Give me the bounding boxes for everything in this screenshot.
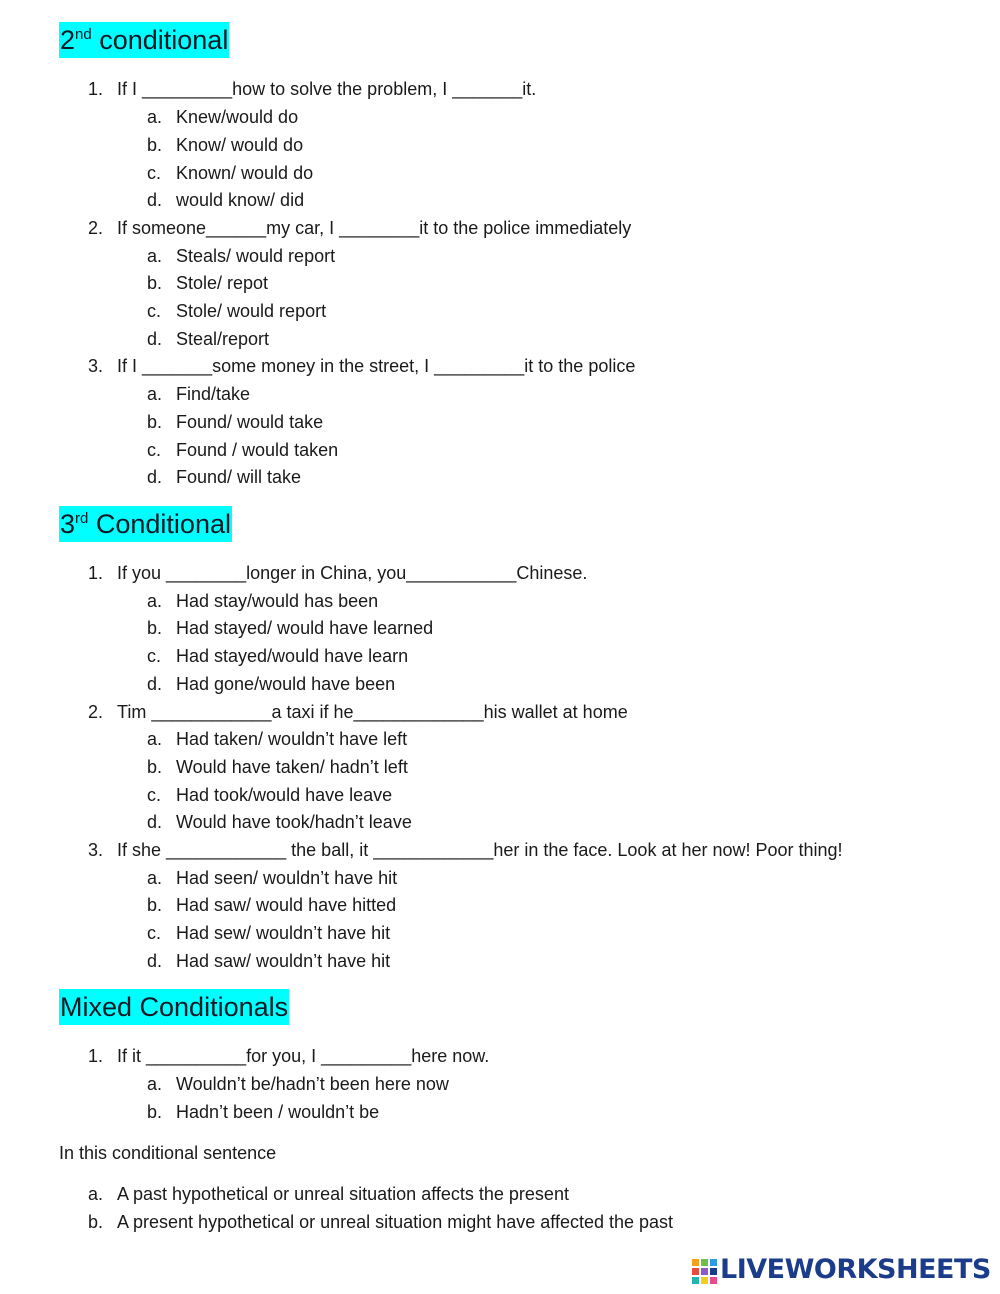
section-heading-mixed-conditionals (59, 989, 289, 1025)
question-number: 2. (88, 218, 104, 238)
followup-prompt: In this conditional sentence (59, 1143, 277, 1163)
option-text: Had saw/ wouldn’t have hit (176, 951, 391, 971)
section-heading-third-conditional (59, 506, 232, 542)
option-text: Had gone/would have been (176, 674, 396, 694)
option[interactable] (147, 245, 947, 267)
option-letter: d. (147, 951, 163, 971)
option-letter: a. (147, 246, 163, 266)
option[interactable] (147, 106, 947, 128)
option-letter: c. (147, 646, 162, 666)
option[interactable] (147, 811, 947, 833)
option-letter: c. (147, 301, 162, 321)
option-text: Found / would taken (176, 440, 339, 460)
heading-main: Mixed Conditionals (60, 992, 289, 1022)
heading-rest: Conditional (88, 509, 231, 539)
option-text: would know/ did (176, 190, 305, 210)
option-text: Hadn’t been / wouldn’t be (176, 1102, 380, 1122)
question (88, 78, 988, 100)
option-text: Had saw/ would have hitted (176, 895, 397, 915)
option[interactable] (147, 189, 947, 211)
option-text: A present hypothetical or unreal situation might have affected the past (117, 1212, 674, 1232)
option-letter: b. (147, 895, 163, 915)
logo-text: LIVEWORKSHEETS (720, 1254, 991, 1285)
option-letter: d. (147, 812, 163, 832)
option-text: Known/ would do (176, 163, 314, 183)
question-number: 1. (88, 563, 104, 583)
option-text: Had took/would have leave (176, 785, 393, 805)
option-text: Had taken/ wouldn’t have left (176, 729, 408, 749)
question (88, 1045, 988, 1067)
option[interactable] (147, 784, 947, 806)
option-letter: a. (147, 1074, 163, 1094)
option-letter: a. (147, 868, 163, 888)
option-letter: b. (88, 1212, 104, 1232)
option[interactable] (147, 439, 947, 461)
option[interactable] (147, 617, 947, 639)
option-letter: b. (147, 135, 163, 155)
heading-rest: conditional (91, 25, 229, 55)
option-letter: a. (88, 1184, 104, 1204)
option[interactable] (147, 1101, 947, 1123)
section-heading-second-conditional (59, 22, 229, 58)
question (88, 217, 988, 239)
option-letter: d. (147, 329, 163, 349)
option-text: Stole/ would report (176, 301, 327, 321)
option-text: Stole/ repot (176, 273, 269, 293)
option-text: Know/ would do (176, 135, 304, 155)
option-text: Had stayed/ would have learned (176, 618, 434, 638)
option[interactable] (147, 590, 947, 612)
option-text: A past hypothetical or unreal situation affects the present (117, 1184, 569, 1204)
option-text: Had seen/ wouldn’t have hit (176, 868, 398, 888)
option-text: Found/ will take (176, 467, 302, 487)
liveworksheets-logo (692, 1254, 991, 1285)
heading-sup: nd (75, 26, 92, 43)
option-letter: b. (147, 412, 163, 432)
option-text: Knew/would do (176, 107, 299, 127)
option[interactable] (147, 728, 947, 750)
option-letter: b. (147, 618, 163, 638)
question (88, 839, 988, 861)
option[interactable] (147, 328, 947, 350)
option-letter: c. (147, 163, 162, 183)
option-letter: a. (147, 107, 163, 127)
option[interactable] (147, 383, 947, 405)
option[interactable] (147, 867, 947, 889)
heading-main: 3 (60, 509, 76, 539)
question-text: If it __________for you, I _________here now. (117, 1046, 490, 1066)
option-text: Had sew/ wouldn’t have hit (176, 923, 391, 943)
option-text: Would have taken/ hadn’t left (176, 757, 408, 777)
question-number: 1. (88, 1046, 104, 1066)
question (88, 562, 988, 584)
option-text: Had stay/would has been (176, 591, 379, 611)
option-letter: c. (147, 440, 162, 460)
question (88, 701, 988, 723)
option-letter: a. (147, 591, 163, 611)
option-text: Found/ would take (176, 412, 324, 432)
question-text: If someone______my car, I ________it to the police immediately (117, 218, 632, 238)
question-number: 3. (88, 840, 104, 860)
option[interactable] (147, 922, 947, 944)
option-letter: a. (147, 384, 163, 404)
option-text: Steal/report (176, 329, 270, 349)
option[interactable] (147, 300, 947, 322)
question-text: If I _______some money in the street, I _________it to the police (117, 356, 636, 376)
question-text: If you ________longer in China, you___________Chinese. (117, 563, 588, 583)
question (88, 355, 988, 377)
option[interactable] (147, 894, 947, 916)
option[interactable] (147, 411, 947, 433)
option-text: Would have took/hadn’t leave (176, 812, 412, 832)
heading-main: 2 (60, 25, 76, 55)
option-letter: b. (147, 757, 163, 777)
question-text: If I _________how to solve the problem, I _______it. (117, 79, 537, 99)
question-text: Tim ____________a taxi if he_____________his wallet at home (117, 702, 628, 722)
option-text: Find/take (176, 384, 251, 404)
option-letter: d. (147, 190, 163, 210)
option[interactable] (147, 756, 947, 778)
option-letter: a. (147, 729, 163, 749)
option-letter: c. (147, 785, 162, 805)
option-text: Had stayed/would have learn (176, 646, 409, 666)
question-number: 2. (88, 702, 104, 722)
option[interactable] (147, 950, 947, 972)
question-text: If she ____________ the ball, it ____________her in the face. Look at her now! Poor thing! (117, 840, 843, 860)
option[interactable] (147, 272, 947, 294)
option[interactable] (147, 466, 947, 488)
option-letter: d. (147, 467, 163, 487)
question-number: 3. (88, 356, 104, 376)
option[interactable] (147, 134, 947, 156)
heading-sup: rd (75, 510, 89, 527)
option-text: Steals/ would report (176, 246, 336, 266)
option[interactable] (147, 162, 947, 184)
option-letter: c. (147, 923, 162, 943)
followup-option[interactable] (88, 1183, 988, 1205)
option-letter: b. (147, 1102, 163, 1122)
question-number: 1. (88, 79, 104, 99)
option-text: Wouldn’t be/hadn’t been here now (176, 1074, 449, 1094)
option-letter: b. (147, 273, 163, 293)
option[interactable] (147, 645, 947, 667)
option-letter: d. (147, 674, 163, 694)
option[interactable] (147, 673, 947, 695)
logo-mark-icon (692, 1257, 718, 1283)
option[interactable] (147, 1073, 947, 1095)
followup-option[interactable] (88, 1211, 988, 1233)
